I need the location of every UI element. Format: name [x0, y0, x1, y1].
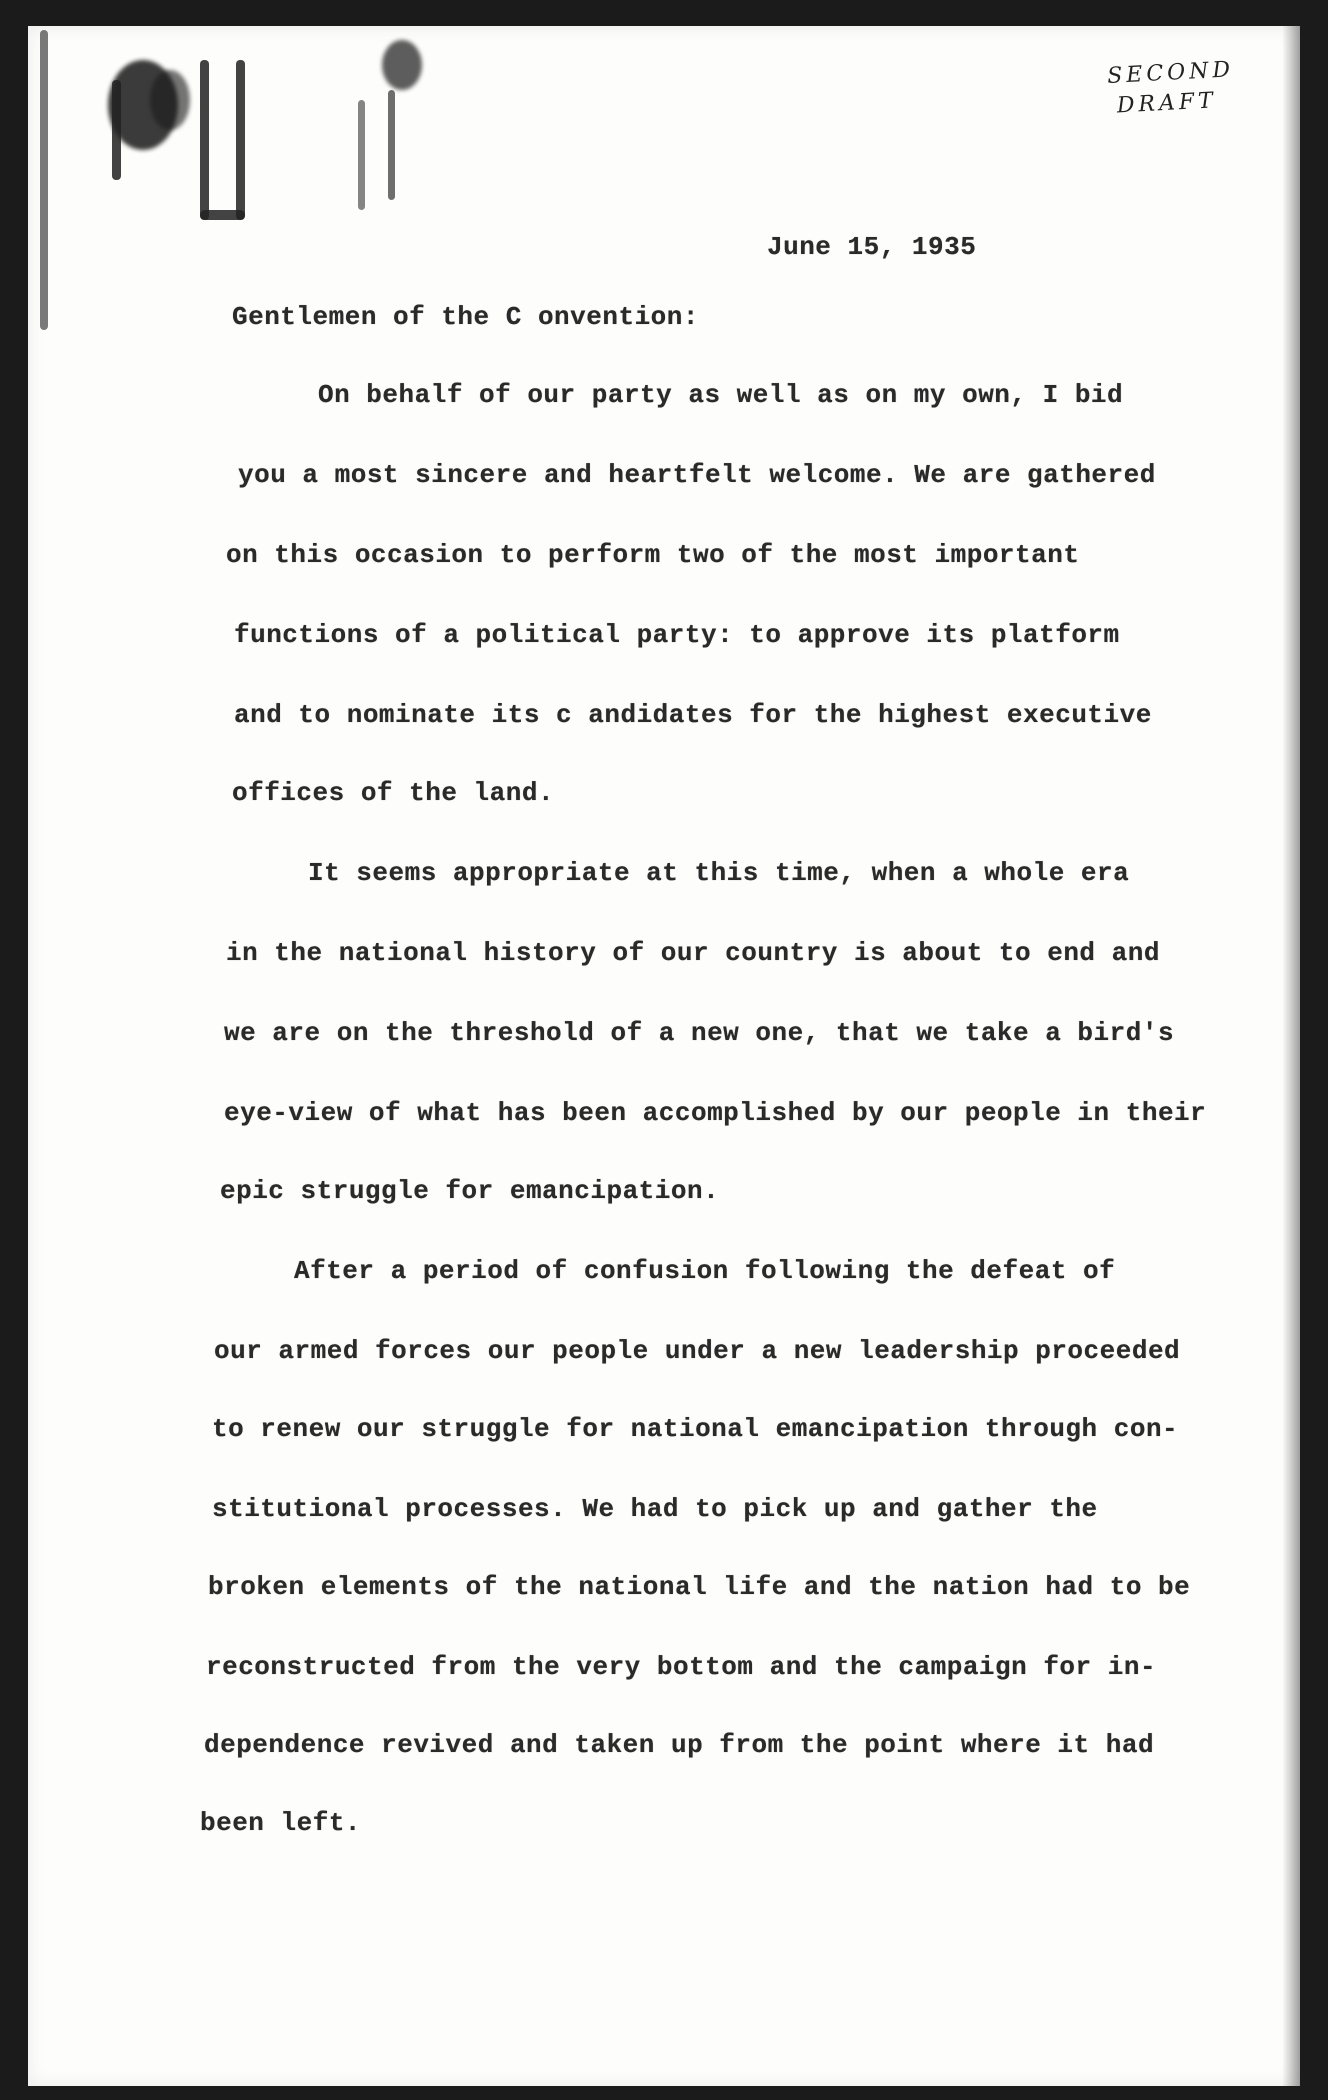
body-line: in the national history of our country is about to end and [226, 938, 1160, 968]
body-line: On behalf of our party as well as on my own, I bid [318, 380, 1124, 410]
body-line: to renew our struggle for national emancipation through con- [212, 1414, 1179, 1444]
body-line: you a most sincere and heartfelt welcome. We are gathered [238, 460, 1156, 490]
body-line: epic struggle for emancipation. [220, 1176, 720, 1206]
page-edge-shadow [1282, 26, 1300, 2086]
annotation-line-1: SECOND [1106, 57, 1235, 89]
body-line: eye-view of what has been accomplished by our people in their [224, 1098, 1207, 1128]
body-line: After a period of confusion following the defeat of [294, 1256, 1116, 1286]
body-line: broken elements of the national life and the nation had to be [208, 1572, 1191, 1602]
annotation-line-2: DRAFT [1116, 88, 1218, 119]
body-line: dependence revived and taken up from the point where it had [204, 1730, 1155, 1760]
body-line: It seems appropriate at this time, when a whole era [308, 858, 1130, 888]
body-line: stitutional processes. We had to pick up and gather the [212, 1494, 1098, 1524]
body-line: functions of a political party: to approve its platform [234, 620, 1120, 650]
body-line: reconstructed from the very bottom and the campaign for in- [206, 1652, 1157, 1682]
body-line: and to nominate its c andidates for the highest executive [234, 700, 1152, 730]
letter-date: June 15, 1935 [767, 232, 977, 262]
body-line: we are on the threshold of a new one, that we take a bird's [224, 1018, 1175, 1048]
letter-salutation: Gentlemen of the C onvention: [232, 302, 699, 332]
body-line: on this occasion to perform two of the most important [226, 540, 1080, 570]
body-line: offices of the land. [232, 778, 555, 808]
body-line: our armed forces our people under a new leadership proceeded [214, 1336, 1181, 1366]
second-draft-annotation [1107, 54, 1260, 122]
paper-sheet [28, 26, 1300, 2086]
body-line: been left. [200, 1808, 362, 1838]
